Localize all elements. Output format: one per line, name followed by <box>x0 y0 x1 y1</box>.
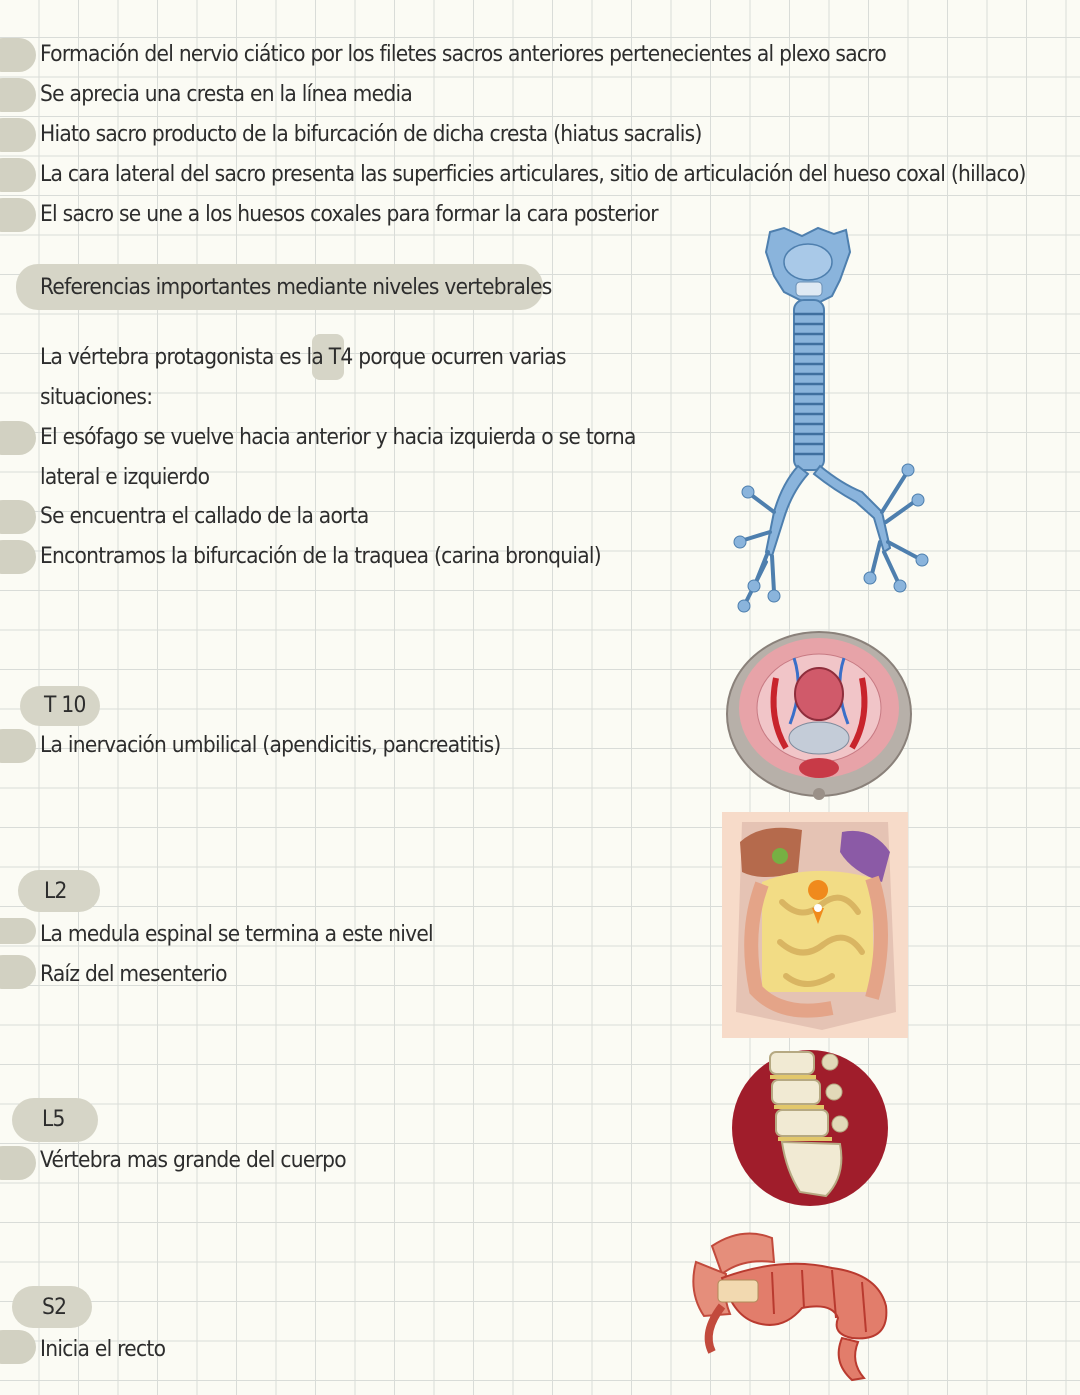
t10-text: La inervación umbilical (apendicitis, pancreatitis) <box>40 733 501 758</box>
l2-item: Raíz del mesenterio <box>40 962 227 987</box>
bullet-marker <box>0 38 36 72</box>
t4-intro-line: situaciones: <box>40 385 153 410</box>
t4-intro-line: La vértebra protagonista es la T4 porque ocurren varias <box>40 345 566 370</box>
s2-label: S2 <box>42 1295 67 1320</box>
pelvis-illustration <box>724 628 914 806</box>
bullet-marker <box>0 1146 36 1180</box>
bullet-marker <box>0 540 36 574</box>
rectum-illustration <box>682 1222 896 1384</box>
intro-line: El sacro se une a los huesos coxales para formar la cara posterior <box>40 202 658 227</box>
section-heading: Referencias importantes mediante niveles vertebrales <box>40 275 552 300</box>
t4-label: T4 <box>328 345 353 370</box>
bullet-marker <box>0 198 36 232</box>
t4-item: Se encuentra el callado de la aorta <box>40 504 369 529</box>
bullet-marker <box>0 1330 36 1364</box>
t4-item: El esófago se vuelve hacia anterior y hacia izquierda o se torna <box>40 425 636 450</box>
bullet-marker <box>0 78 36 112</box>
bullet-marker <box>0 421 36 455</box>
lumbar-spine-illustration <box>730 1046 892 1206</box>
l5-text: Vértebra mas grande del cuerpo <box>40 1148 346 1173</box>
l5-label: L5 <box>42 1107 65 1132</box>
intro-line: Formación del nervio ciático por los filetes sacros anteriores pertenecientes al plexo sacro <box>40 42 887 67</box>
t10-label: T 10 <box>44 693 86 718</box>
bullet-marker <box>0 918 36 944</box>
intro-line: Se aprecia una cresta en la línea media <box>40 82 413 107</box>
intro-line: Hiato sacro producto de la bifurcación de dicha cresta (hiatus sacralis) <box>40 122 702 147</box>
bullet-marker <box>0 118 36 152</box>
l2-item: La medula espinal se termina a este nivel <box>40 922 433 947</box>
intro-line: La cara lateral del sacro presenta las superficies articulares, sitio de articulación del hueso coxal (hillaco) <box>40 162 1026 187</box>
t4-item: lateral e izquierdo <box>40 465 210 490</box>
abdomen-illustration <box>722 812 908 1038</box>
t4-item: Encontramos la bifurcación de la traquea (carina bronquial) <box>40 544 601 569</box>
bullet-marker <box>0 729 36 763</box>
bullet-marker <box>0 500 36 534</box>
bullet-marker <box>0 158 36 192</box>
l2-label: L2 <box>44 879 67 904</box>
bullet-marker <box>0 955 36 989</box>
trachea-illustration <box>722 222 932 622</box>
s2-text: Inicia el recto <box>40 1337 166 1362</box>
